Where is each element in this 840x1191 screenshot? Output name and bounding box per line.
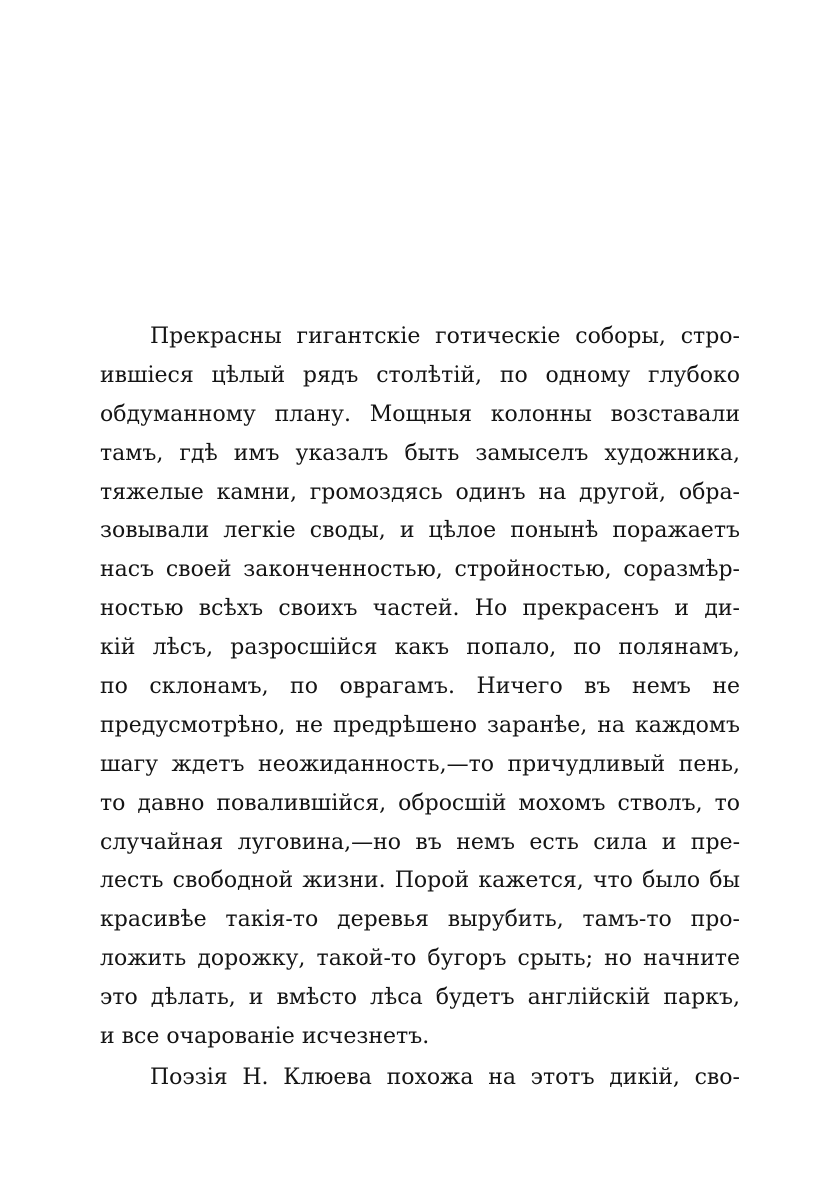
paragraph-2 bbox=[100, 1059, 740, 1098]
text-line: тамъ, гдѣ имъ указалъ быть замыселъ художника, bbox=[100, 440, 740, 466]
text-line: Прекрасны гигантскіе готическіе соборы, стро- bbox=[150, 324, 740, 349]
text-line: по склонамъ, по оврагамъ. Ничего въ немъ не bbox=[100, 674, 740, 700]
text-line: и все очарованіе исчезнетъ. bbox=[100, 1024, 430, 1050]
text-line: то давно повалившійся, обросшій мохомъ стволъ, то bbox=[100, 790, 740, 816]
text-line: красивѣе такія-то деревья вырубить, тамъ-то про- bbox=[100, 907, 740, 933]
text-line: лесть свободной жизни. Порой кажется, что было бы bbox=[100, 868, 740, 894]
text-line: это дѣлать, и вмѣсто лѣса будетъ англійскій паркъ, bbox=[100, 985, 740, 1011]
text-line: насъ своей законченностью, стройностью, соразмѣр- bbox=[100, 557, 740, 583]
text-line: ложить дорожку, такой-то бугоръ срыть; но начните bbox=[100, 946, 740, 972]
body-text bbox=[100, 318, 740, 1098]
text-line: обдуманному плану. Мощныя колонны возставали bbox=[100, 401, 740, 427]
text-line: предусмотрѣно, не предрѣшено заранѣе, на каждомъ bbox=[100, 712, 740, 738]
text-line: Поэзія Н. Клюева похожа на этотъ дикій, сво- bbox=[150, 1064, 740, 1090]
text-line: ностью всѣхъ своихъ частей. Но прекрасенъ и ди- bbox=[100, 596, 740, 622]
paragraph-1 bbox=[100, 318, 740, 1057]
text-line: шагу ждетъ неожиданность,—то причудливый пень, bbox=[100, 751, 740, 777]
text-line: зовывали легкіе своды, и цѣлое понынѣ поражаетъ bbox=[100, 518, 740, 544]
text-line: тяжелые камни, громоздясь одинъ на другой, обра- bbox=[100, 479, 740, 505]
text-line: ившіеся цѣлый рядъ столѣтій, по одному глубоко bbox=[100, 362, 740, 388]
text-line: случайная луговина,—но въ немъ есть сила и пре- bbox=[100, 829, 740, 855]
text-line: кій лѣсъ, разросшійся какъ попало, по полянамъ, bbox=[100, 635, 740, 661]
